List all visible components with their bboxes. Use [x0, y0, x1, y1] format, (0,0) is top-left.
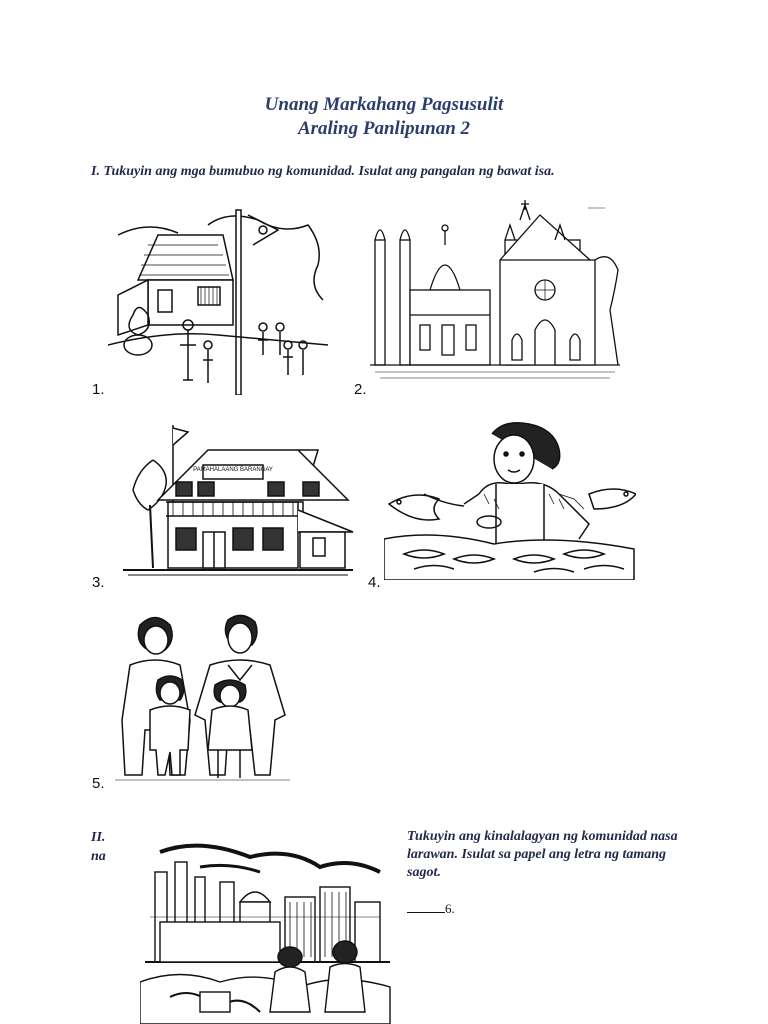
barangay-sign-text: PAMAHALAANG BARANGAY: [193, 467, 273, 473]
school-icon: [108, 205, 328, 395]
fish-vendor-icon: [384, 414, 636, 580]
answer-blank[interactable]: [407, 900, 445, 913]
item-number-5: 5.: [92, 775, 105, 792]
mosque-church-icon: [370, 200, 620, 380]
item-number-1: 1.: [92, 381, 105, 398]
section1-instruction: I. Tukuyin ang mga bumubuo ng komunidad. Isulat ang pangalan ng bawat isa.: [91, 164, 555, 179]
page-title: Unang Markahang Pagsusulit: [264, 94, 504, 115]
item-number-4: 4.: [368, 574, 381, 591]
section2-instruction: Tukuyin ang kinalalagyan ng komunidad nasa larawan. Isulat sa papel ang letra ng tamang sagot.: [407, 829, 678, 880]
section2-label: II.: [91, 830, 106, 845]
answer-number: 6.: [445, 901, 455, 916]
section2-label-cont: na: [91, 849, 106, 864]
item-number-2: 2.: [354, 381, 367, 398]
city-factory-icon: [140, 842, 396, 1024]
family-icon: [110, 610, 296, 790]
barangay-hall-icon: [118, 420, 358, 580]
item-number-3: 3.: [92, 574, 105, 591]
answer-line-6: [407, 900, 455, 917]
page-subtitle: Araling Panlipunan 2: [297, 118, 471, 139]
